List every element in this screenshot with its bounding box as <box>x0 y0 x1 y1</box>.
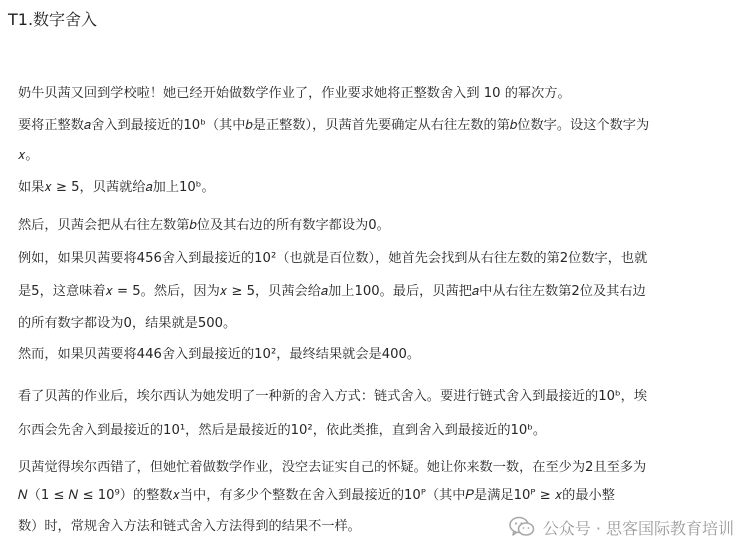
page-title: T1.数字舍入 <box>8 10 98 29</box>
paragraph-line: 奶牛贝茜又回到学校啦！她已经开始做数学作业了，作业要求她将正整数舍入到 10 的幂次方。 <box>18 86 571 101</box>
paragraph-line: 贝茜觉得埃尔西错了，但她忙着做数学作业，没空去证实自己的怀疑。她让你来数一数，在至少为2且至多为 <box>18 460 647 475</box>
paragraph-line: 𝑁（1 ≤ 𝑁 ≤ 10⁹）的整数𝑥当中，有多少个整数在舍入到最接近的10ᴾ（其中𝑃是满足10ᴾ ≥ 𝑥的最小整 <box>18 488 615 503</box>
paragraph-line: 如果𝑥 ≥ 5，贝茜就给𝑎加上10ᵇ。 <box>18 180 215 195</box>
paragraph-line: 要将正整数𝑎舍入到最接近的10ᵇ（其中𝑏是正整数），贝茜首先要确定从右往左数的第𝑏位数字。设这个数字为 <box>18 118 650 133</box>
paragraph-line: 看了贝茜的作业后，埃尔西认为她发明了一种新的舍入方式：链式舍入。要进行链式舍入到最接近的10ᵇ，埃 <box>18 389 648 404</box>
paragraph-line: 尔西会先舍入到最接近的10¹，然后是最接近的10²，依此类推，直到舍入到最接近的10ᵇ。 <box>18 423 547 438</box>
paragraph-line: 然而，如果贝茜要将446舍入到最接近的10²，最终结果就会是400。 <box>18 347 421 362</box>
paragraph-line: 𝑥。 <box>18 148 39 163</box>
wechat-icon <box>509 516 535 538</box>
paragraph-line: 数）时，常规舍入方法和链式舍入方法得到的结果不一样。 <box>18 519 361 534</box>
watermark-text: 公众号 · 思客国际教育培训 <box>542 518 734 538</box>
paragraph-line: 例如，如果贝茜要将456舍入到最接近的10²（也就是百位数），她首先会找到从右往左数的第2位数字，也就 <box>18 251 648 266</box>
paragraph-line: 的所有数字都设为0，结果就是500。 <box>18 316 237 331</box>
watermark <box>509 512 734 542</box>
paragraph-line: 然后，贝茜会把从右往左数第𝑏位及其右边的所有数字都设为0。 <box>18 218 390 233</box>
paragraph-line: 是5，这意味着𝑥 = 5。然后，因为𝑥 ≥ 5，贝茜会给𝑎加上100。最后，贝茜把𝑎中从右往左数第2位及其右边 <box>18 284 646 299</box>
